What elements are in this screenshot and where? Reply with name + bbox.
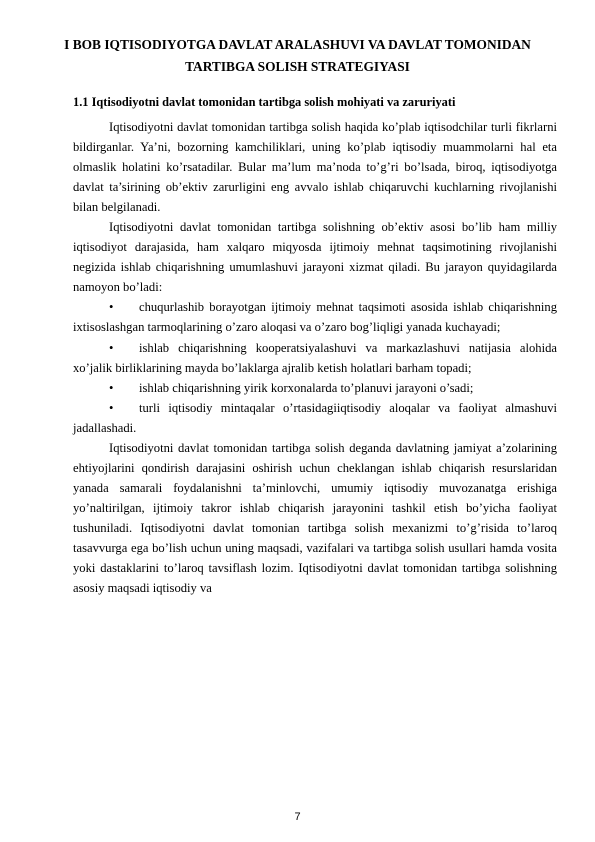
paragraph: Iqtisodiyotni davlat tomonidan tartibga solish deganda davlatning jamiyat a’zolarining ehtiyojlarini qondirish darajasini oshirish uchun cheklangan ishlab chiqarish resurslaridan yanada samarali foydalanishni ta’minlovchi, umumiy iqtisodiy muvozanatga erishiga yo’naltirilgan, ijtimoiy takror ishlab chiqarish jarayonini tashkil etish bo’yicha faoliyat tushuniladi. Iqtisodiyotni davlat tomonian tartibga solish mexanizmi to’g’risida to’laroq tasavvurga ega bo’lish uchun uning maqsadi, vazifalari va tartibga solish usullari hamda vosita yoki dastaklarini to’laroq tavsiflash lozim. Iqtisodiyotni davlat tomonidan tartibga solishning asosiy maqsadi iqtisodiy va <box>73 440 557 596</box>
paragraph: Iqtisodiyotni davlat tomonidan tartibga solish haqida ko’plab iqtisodchilar turli fikrlarni bildirganlar. Ya’ni, bozorning kamchiliklari, uning ko’plab iqtisodiy muammolarni hal eta olmaslik holatini ko’rsatadilar. Bular ma’lum ma’noda to’g’ri bo’lsada, biroq, iqtisodiyotga davlat ta’sirining ob’ektiv zarurligini eng avvalo ishlab chiqaruvchi kuchlarning rivojlanishi bilan belgilanadi. <box>73 120 557 215</box>
bullet-icon: • <box>109 340 114 355</box>
paragraph: Iqtisodiyotni davlat tomonidan tartibga solishning ob’ektiv asosi bo’lib ham milliy iqtisodiyot darajasida, ham xalqaro miqyosda ijtimoiy mehnat taqsimotining rivojlanishi negizida ishlab chiqarishning umumlashuvi jarayoni xizmat qiladi. Bu jarayon quyidagilarda namoyon bo’ladi: <box>73 220 557 295</box>
body-text <box>73 117 557 598</box>
bullet-icon: • <box>109 300 114 315</box>
bullet-text: ishlab chiqarishning yirik korxonalarda to’planuvi jarayoni o’sadi; <box>139 380 474 395</box>
bullet-icon: • <box>109 380 114 395</box>
bullet-item <box>73 338 557 378</box>
bullet-item <box>73 378 557 398</box>
bullet-text: ishlab chiqarishning kooperatsiyalashuvi va markazlashuvi natijasia alohida xo’jalik birliklarining mayda bo’laklarga ajralib ketish holatlari barham topadi; <box>73 340 557 375</box>
page-number: 7 <box>294 811 301 823</box>
bullet-text: chuqurlashib borayotgan ijtimoiy mehnat taqsimoti asosida ishlab chiqarishning ixtisoslashgan tarmoqlarining o’zaro aloqasi va o’zaro bog’liqligi yanada kuchayadi; <box>73 300 557 335</box>
bullet-icon: • <box>109 400 114 415</box>
bullet-item <box>73 297 557 337</box>
bullet-item <box>73 398 557 438</box>
chapter-title: I BOB IQTISODIYOTGA DAVLAT ARALASHUVI VA DAVLAT TOMONIDAN TARTIBGA SOLISH STRATEGIYASI <box>64 37 531 74</box>
bullet-text: turli iqtisodiy mintaqalar o’rtasidagiiqtisodiy aloqalar va faoliyat almashuvi jadallashadi. <box>73 400 557 435</box>
section-heading: 1.1 Iqtisodiyotni davlat tomonidan tartibga solish mohiyati va zaruriyati <box>73 95 456 109</box>
